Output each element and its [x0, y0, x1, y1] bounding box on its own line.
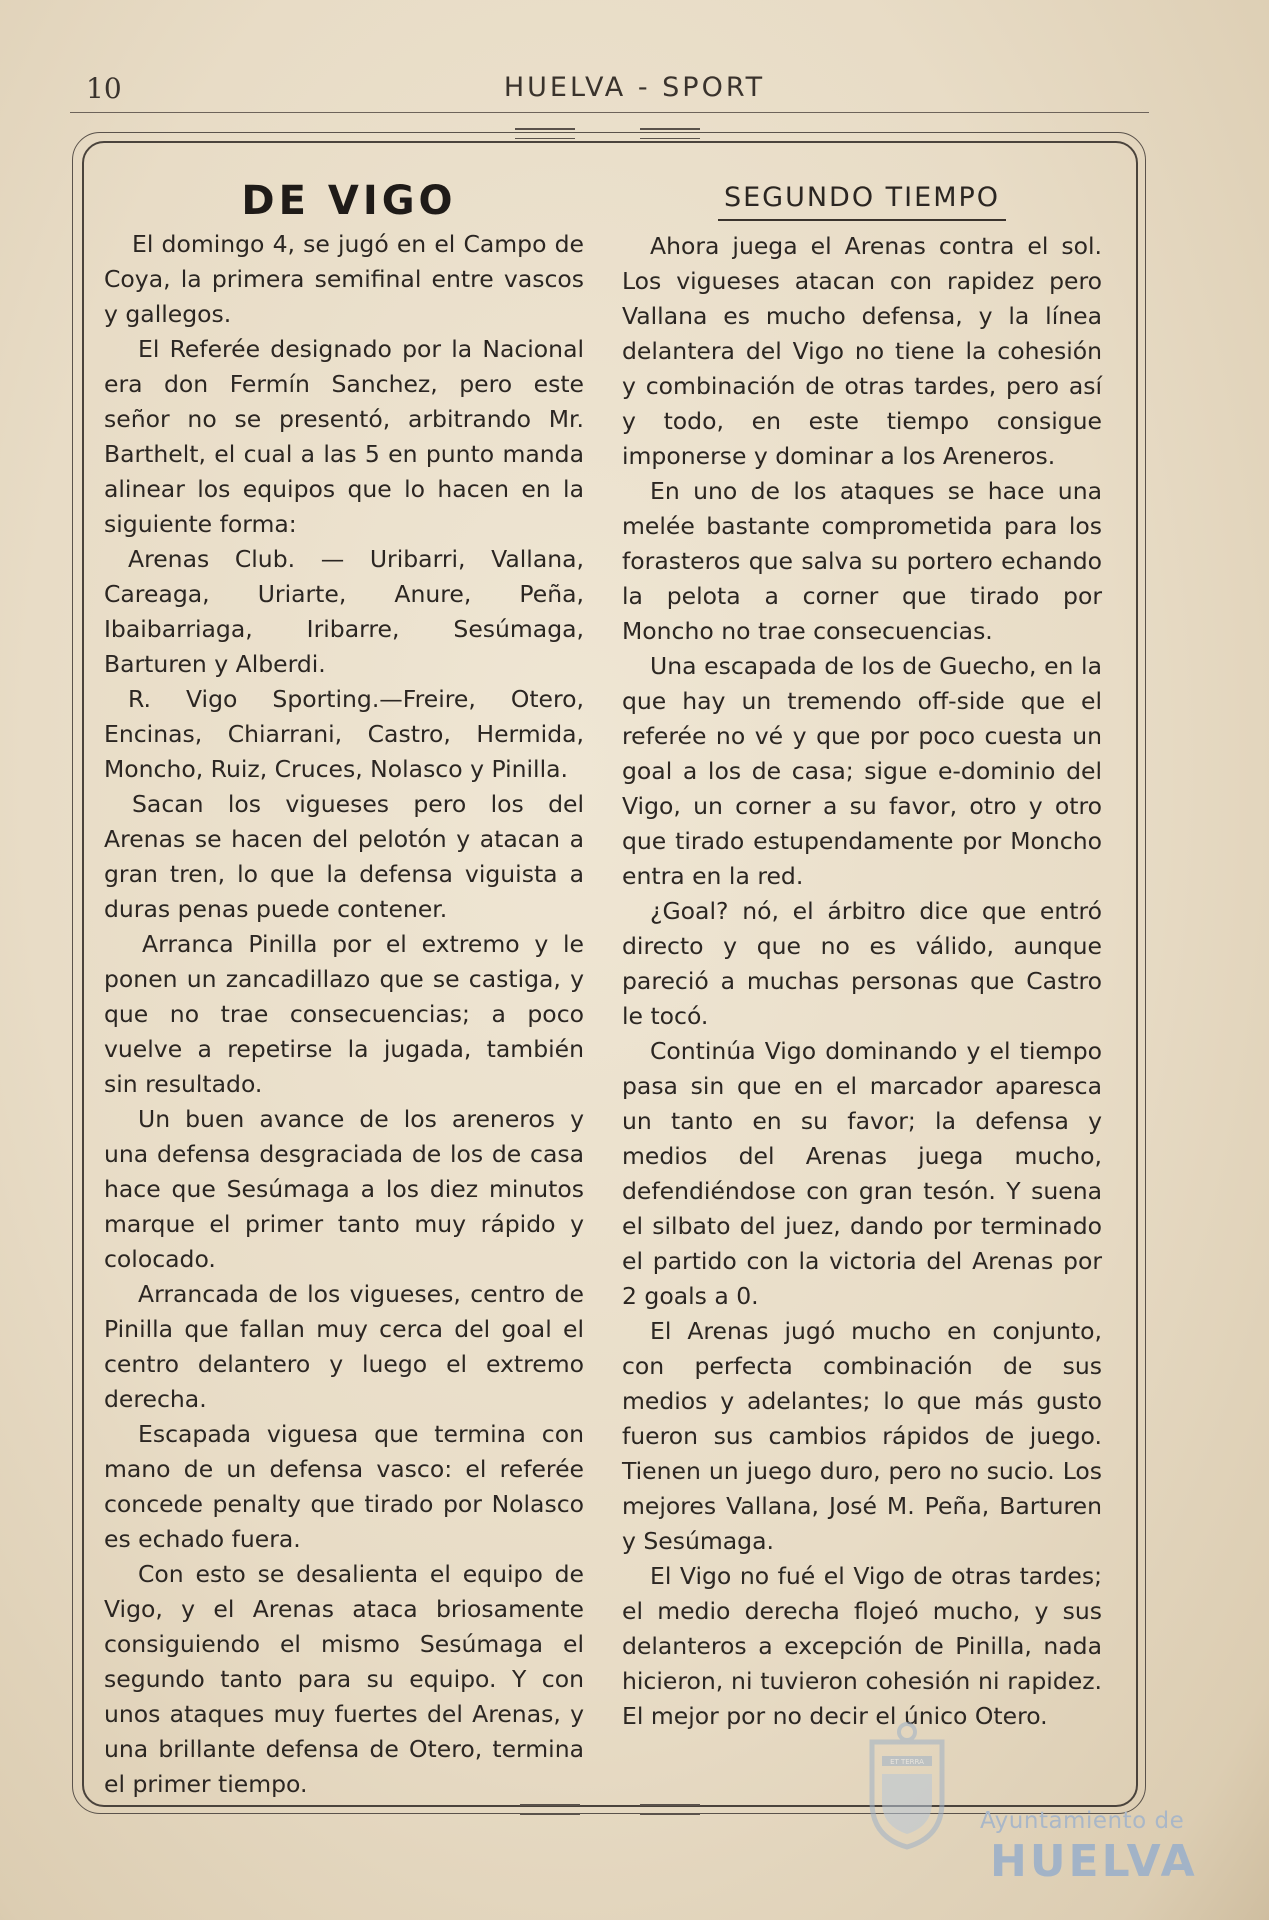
paragraph: En uno de los ataques se hace una melée bastante comprometida para los forasteros que salva su portero echando la pelota a corner que tirado por Moncho no trae consecuencias. [622, 477, 1102, 645]
paragraph: R. Vigo Sporting.—Freire, Otero, Encinas, Chiarrani, Castro, Hermida, Moncho, Ruiz, Cruces, Nolasco y Pinilla. [104, 685, 584, 783]
page-header [0, 72, 1269, 112]
frame-ornament-bottom-left [520, 1804, 580, 1815]
paragraph: Escapada viguesa que termina con mano de un defensa vasco: el referée concede penalty que tirado por Nolasco es echado fuera. [104, 1420, 584, 1553]
paragraph: Sacan los vigueses pero los del Arenas se hacen del pelotón y atacan a gran tren, lo que la defensa viguista a duras penas puede contener. [104, 790, 584, 923]
crest-text: ET TERRA [890, 1758, 924, 1766]
paragraph: Un buen avance de los areneros y una defensa desgraciada de los de casa hace que Sesúmaga a los diez minutos marque el primer tanto muy rápido y colocado. [104, 1105, 584, 1273]
left-column [104, 175, 584, 1802]
paragraph: Ahora juega el Arenas contra el sol. Los vigueses atacan con rapidez pero Vallana es mucho defensa, y la línea delantera del Vigo no tiene la cohesión y combinación de otras tardes, pero así y todo, en este tiempo consigue imponerse y dominar a los Areneros. [622, 232, 1102, 470]
section-heading-text: SEGUNDO TIEMPO [718, 179, 1006, 221]
watermark-line1: Ayuntamiento de [980, 1808, 1185, 1834]
frame-ornament-bottom-right [640, 1804, 700, 1815]
section-heading [622, 179, 1102, 221]
article-title: DE VIGO [241, 178, 457, 224]
running-title: HUELVA - SPORT [503, 72, 766, 103]
paragraph: El domingo 4, se jugó en el Campo de Coya, la primera semifinal entre vascos y gallegos. [104, 230, 584, 328]
paragraph: El Vigo no fué el Vigo de otras tardes; el medio derecha flojeó mucho, y sus delanteros a excepción de Pinilla, nada hicieron, ni tuvieron cohesión ni rapidez. El mejor por no decir el único Otero. [622, 1562, 1102, 1730]
paragraph: Con esto se desalienta el equipo de Vigo, y el Arenas ataca briosamente consiguiendo el mismo Sesúmaga el segundo tanto para su equipo. Y con unos ataques muy fuertes del Arenas, y una brillante defensa de Otero, termina el primer tiempo. [104, 1560, 584, 1798]
paragraph: Arranca Pinilla por el extremo y le ponen un zancadillazo que se castiga, y que no trae consecuencias; a poco vuelve a repetirse la jugada, también sin resultado. [104, 930, 584, 1098]
header-rule [70, 112, 1149, 113]
paragraph: Arenas Club. — Uribarri, Vallana, Careaga, Uriarte, Anure, Peña, Ibaibarriaga, Iribarre, Sesúmaga, Barturen y Alberdi. [104, 545, 584, 678]
paragraph: ¿Goal? nó, el árbitro dice que entró directo y que no es válido, aunque pareció a muchas personas que Castro le tocó. [622, 897, 1102, 1030]
paragraph: El Arenas jugó mucho en conjunto, con perfecta combinación de sus medios y adelantes; lo que más gusto fueron sus cambios rápidos de juego. Tienen un juego duro, pero no sucio. Los mejores Vallana, José M. Peña, Barturen y Sesúmaga. [622, 1317, 1102, 1555]
paragraph: Una escapada de los de Guecho, en la que hay un tremendo off-side que el referée no vé y que por poco cuesta un goal a los de casa; sigue e-dominio del Vigo, un corner a su favor, otro y otro que tirado estupendamente por Moncho entra en la red. [622, 652, 1102, 890]
paragraph: Continúa Vigo dominando y el tiempo pasa sin que en el marcador aparesca un tanto en su favor; la defensa y medios del Arenas juega mucho, defendiéndose con gran tesón. Y suena el silbato del juez, dando por terminado el partido con la victoria del Arenas por 2 goals a 0. [622, 1037, 1102, 1310]
paragraph: El Referée designado por la Nacional era don Fermín Sanchez, pero este señor no se presentó, arbitrando Mr. Barthelt, el cual a las 5 en punto manda alinear los equipos que lo hacen en la siguiente forma: [104, 335, 584, 538]
right-column [622, 175, 1102, 1734]
huelva-crest-watermark-icon [852, 1722, 962, 1852]
watermark-line2: HUELVA [990, 1836, 1198, 1887]
frame-ornament-top-right [640, 128, 700, 139]
frame-ornament-top-left [515, 128, 575, 139]
paragraph: Arrancada de los vigueses, centro de Pinilla que fallan muy cerca del goal el centro delantero y luego el extremo derecha. [104, 1280, 584, 1413]
page-number: 10 [86, 72, 122, 105]
